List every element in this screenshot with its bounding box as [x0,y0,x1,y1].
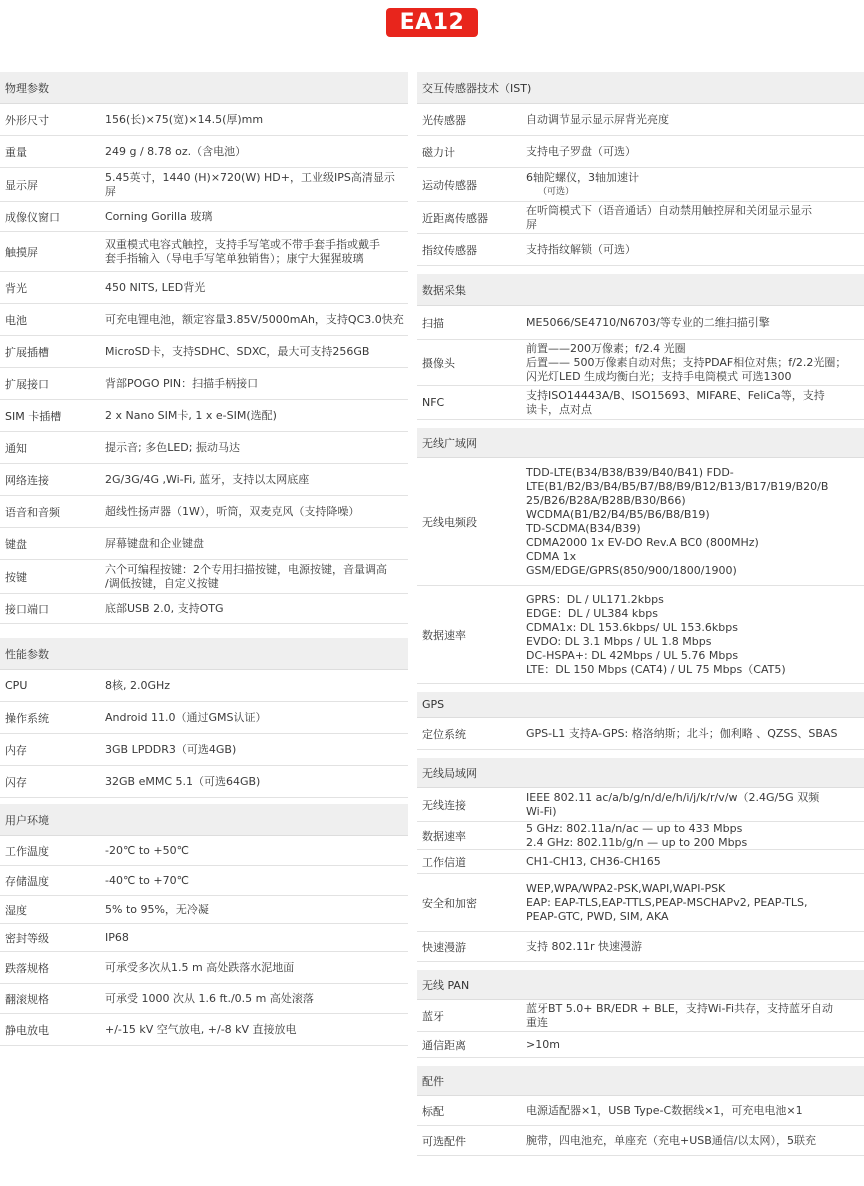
spec-row [417,234,864,266]
spec-value-text: +/-15 kV 空气放电, +/-8 kV 直接放电 [105,1022,297,1036]
spec-value-text: MicroSD卡，支持SDHC、SDXC，最大可支持256GB [105,344,370,358]
spec-value [105,537,408,551]
spec-label: 指纹传感器 [422,243,477,257]
spec-value [105,377,408,391]
spec-value [105,711,408,725]
spec-label: 网络连接 [5,473,49,487]
spec-label: 安全和加密 [422,896,477,910]
spec-value [105,441,408,455]
spec-label: 键盘 [5,537,27,551]
spec-value [526,1134,864,1148]
spec-value-text: >10m [526,1037,560,1051]
spec-value [526,1104,864,1118]
spec-value-text: 前置——200万像素；f/2.4 光圈 后置—— 500万像素自动对焦；支持PDAF相位对焦；f/2.2光圈； 闪光灯LED 生成均衡白光；支持手电筒模式 可选1300 [526,341,847,383]
spec-value-text: 可充电锂电池，额定容量3.85V/5000mAh，支持QC3.0快充 [105,312,404,326]
spec-row [417,202,864,234]
spec-value [526,145,864,159]
spec-label: SIM 卡插槽 [5,409,62,423]
spec-row [417,850,864,874]
spec-value-text: 六个可编程按键：2个专用扫描按键，电源按键，音量调高 /调低按键，自定义按键 [105,562,387,590]
spec-row [417,136,864,168]
spec-row [0,984,408,1014]
spec-label: 无线电频段 [422,515,477,529]
section-gap [417,962,864,970]
spec-value-text: 支持 802.11r 快速漫游 [526,939,643,953]
spec-value-text: 32GB eMMC 5.1（可选64GB) [105,774,261,788]
spec-value [526,727,864,741]
spec-value [526,466,864,578]
spec-row [0,432,408,464]
spec-value-text: 5 GHz: 802.11a/n/ac — up to 433 Mbps 2.4 GHz: 802.11b/g/n — up to 200 Mbps [526,821,748,849]
spec-value-text: 450 NITS, LED背光 [105,280,206,294]
spec-label: 扫描 [422,316,444,330]
spec-value [105,473,408,487]
spec-value-text: 底部USB 2.0, 支持OTG [105,601,224,615]
section-header: 配件 [417,1066,864,1096]
spec-value-text: 156(长)×75(宽)×14.5(厚)mm [105,112,264,126]
spec-value [105,775,408,789]
spec-note: （可选） [538,186,575,197]
spec-label: 近距离传感器 [422,211,488,225]
spec-value-text: IP68 [105,930,129,944]
spec-value [105,602,408,616]
spec-value-text: 背部POGO PIN：扫描手柄接口 [105,376,259,390]
spec-label: 无线连接 [422,798,466,812]
spec-value [526,1038,864,1052]
spec-row [417,340,864,386]
spec-row [0,896,408,924]
section-gap [417,420,864,428]
spec-row [0,400,408,432]
spec-value [105,931,408,945]
spec-row [417,1096,864,1126]
spec-label: 工作温度 [5,844,49,858]
spec-row [0,1014,408,1046]
spec-row [0,232,408,272]
spec-row [0,304,408,336]
spec-value-text: ME5066/SE4710/N6703/等专业的二维扫描引擎 [526,315,770,329]
spec-label: 湿度 [5,903,27,917]
spec-value-text: IEEE 802.11 ac/a/b/g/n/d/e/h/i/j/k/r/v/w（2.4G/5G 双频 Wi-Fi) [526,790,820,818]
spec-label: 摄像头 [422,356,455,370]
spec-label: 通信距离 [422,1038,466,1052]
spec-label: 闪存 [5,775,27,789]
spec-row [0,866,408,896]
section-gap [417,684,864,692]
section-header: 用户环境 [0,804,408,836]
spec-label: 标配 [422,1104,444,1118]
spec-label: 显示屏 [5,178,38,192]
spec-value [526,822,864,850]
spec-value [105,210,408,224]
spec-row [417,822,864,850]
spec-row [0,952,408,984]
spec-label: 触摸屏 [5,245,38,259]
spec-value [105,679,408,693]
spec-row [0,766,408,798]
spec-value-text: 蓝牙BT 5.0+ BR/EDR + BLE，支持Wi-Fi共存，支持蓝牙自动 重连 [526,1001,834,1029]
spec-value-text: CH1-CH13, CH36-CH165 [526,854,661,868]
spec-label: 重量 [5,145,27,159]
spec-row [0,272,408,304]
spec-label: 磁力计 [422,145,455,159]
section-header: GPS [417,692,864,718]
spec-row [417,586,864,684]
spec-value-text: 提示音; 多色LED; 振动马达 [105,440,240,454]
spec-value-text: -20℃ to +50℃ [105,843,189,857]
spec-row [0,836,408,866]
spec-label: 数据速率 [422,628,466,642]
spec-value [105,563,408,591]
spec-value-text: 2 x Nano SIM卡, 1 x e-SIM(选配) [105,408,277,422]
page-title: EA12 [386,8,479,37]
spec-value-text: 8核, 2.0GHz [105,678,171,692]
section-gap [417,750,864,758]
spec-row [417,718,864,750]
spec-label: 跌落规格 [5,961,49,975]
spec-label: 快速漫游 [422,940,466,954]
spec-value [526,171,864,199]
spec-value [526,1002,864,1030]
spec-row [0,594,408,624]
spec-row [0,496,408,528]
spec-value-text: 6轴陀螺仪，3轴加速计 [526,170,639,184]
section-header: 数据采集 [417,274,864,306]
spec-value-text: TDD-LTE(B34/B38/B39/B40/B41) FDD- LTE(B1/B2/B3/B4/B5/B7/B8/B9/B12/B13/B17/B19/B20/B 25/B26/B28A/B28B/B30/B66) WCDMA(B1/B2/B4/B5/B6/B8/B19) TD-SCDMA(B34/B39) CDMA2000 1x EV-DO Rev.A BC0 (800MHz) CDMA 1x GSM/EDGE/GPRS(850/900/1800/1900) [526,465,829,577]
spec-value-text: 电源适配器×1，USB Type-C数据线×1，可充电电池×1 [526,1103,803,1117]
spec-value [526,204,864,232]
spec-row [0,202,408,232]
spec-value-text: Android 11.0（通过GMS认证） [105,710,267,724]
spec-value-text: 腕带，四电池充，单座充（充电+USB通信/以太网），5联充 [526,1133,816,1147]
spec-row [0,560,408,594]
spec-label: CPU [5,679,28,692]
spec-row [417,874,864,932]
spec-row [417,1126,864,1156]
spec-row [417,932,864,962]
left-column [0,72,408,1046]
spec-value [526,316,864,330]
section-header: 无线广域网 [417,428,864,458]
spec-row [417,788,864,822]
spec-row [417,1000,864,1032]
spec-value-text: 在听筒模式下（语音通话）自动禁用触控屏和关闭显示显示 屏 [526,203,812,231]
spec-value-text: GPS-L1 支持A-GPS: 格洛纳斯；北斗；伽利略 、QZSS、SBAS [526,726,838,740]
spec-value [105,1023,408,1037]
spec-value [105,844,408,858]
spec-value-text: 249 g / 8.78 oz.（含电池） [105,144,247,158]
section-header: 性能参数 [0,638,408,670]
spec-value [105,874,408,888]
spec-value-text: 自动调节显示显示屏背光亮度 [526,112,669,126]
spec-label: 外形尺寸 [5,113,49,127]
spec-value [105,345,408,359]
spec-value-text: 可承受多次从1.5 m 高处跌落水泥地面 [105,960,295,974]
spec-row [0,528,408,560]
spec-label: NFC [422,396,445,409]
spec-label: 静电放电 [5,1023,49,1037]
spec-label: 按键 [5,570,27,584]
spec-value-text: 5% to 95%，无冷凝 [105,902,209,916]
spec-label: 存储温度 [5,874,49,888]
spec-value [105,113,408,127]
spec-row [0,336,408,368]
spec-label: 通知 [5,441,27,455]
spec-label: 操作系统 [5,711,49,725]
section-gap [417,1058,864,1066]
spec-row [0,168,408,202]
spec-label: 工作信道 [422,855,466,869]
spec-row [0,368,408,400]
spec-row [0,924,408,952]
spec-value-text: WEP,WPA/WPA2-PSK,WAPI,WAPI-PSK EAP: EAP-TLS,EAP-TTLS,PEAP-MSCHAPv2, PEAP-TLS, PEAP-GTC, PWD, SIM, AKA [526,881,808,923]
spec-value [105,145,408,159]
spec-value [105,313,408,327]
spec-label: 蓝牙 [422,1009,444,1023]
spec-label: 数据速率 [422,829,466,843]
spec-value [526,791,864,819]
section-gap [0,624,408,638]
spec-row [417,386,864,420]
spec-value [526,113,864,127]
section-header: 物理参数 [0,72,408,104]
spec-value-text: -40℃ to +70℃ [105,873,189,887]
spec-row [0,670,408,702]
spec-value-text: 支持电子罗盘（可选） [526,144,636,158]
spec-value-text: Corning Gorilla 玻璃 [105,209,213,223]
spec-value-text: 可承受 1000 次从 1.6 ft./0.5 m 高处滚落 [105,991,314,1005]
spec-value-text: 支持指纹解锁（可选） [526,242,636,256]
spec-label: 电池 [5,313,27,327]
spec-value [105,961,408,975]
spec-label: 接口端口 [5,602,49,616]
section-header: 交互传感器技术（IST) [417,72,864,104]
spec-label: 语音和音频 [5,505,60,519]
spec-label: 密封等级 [5,931,49,945]
spec-value [105,171,408,199]
spec-row [0,702,408,734]
spec-value [105,281,408,295]
spec-value [105,743,408,757]
right-column [417,72,864,1156]
spec-value [105,505,408,519]
section-header: 无线 PAN [417,970,864,1000]
section-gap [417,266,864,274]
title-wrap [0,8,864,37]
spec-value [105,992,408,1006]
spec-value [105,903,408,917]
spec-value [526,389,864,417]
spec-value [526,243,864,257]
spec-label: 扩展插槽 [5,345,49,359]
spec-label: 成像仪窗口 [5,210,60,224]
spec-value [105,409,408,423]
spec-label: 光传感器 [422,113,466,127]
spec-value-text: 3GB LPDDR3（可选4GB) [105,742,237,756]
spec-row [417,458,864,586]
spec-label: 内存 [5,743,27,757]
section-header: 无线局域网 [417,758,864,788]
spec-row [417,1032,864,1058]
spec-value-text: 屏幕键盘和企业键盘 [105,536,204,550]
spec-label: 定位系统 [422,727,466,741]
spec-value-text: 5.45英寸，1440 (H)×720(W) HD+，工业级IPS高清显示 屏 [105,170,395,198]
spec-value [526,855,864,869]
spec-row [417,306,864,340]
spec-label: 扩展接口 [5,377,49,391]
spec-label: 翻滚规格 [5,992,49,1006]
spec-value-text: 双重模式电容式触控，支持手写笔或不带手套手指或戴手 套手指输入（导电手写笔单独销售）；康宁大猩猩玻璃 [105,237,380,265]
spec-row [0,136,408,168]
spec-value [526,593,864,677]
spec-value [105,238,408,266]
spec-row [417,168,864,202]
spec-row [0,464,408,496]
spec-row [417,104,864,136]
spec-label: 可选配件 [422,1134,466,1148]
spec-value [526,940,864,954]
spec-value-text: 2G/3G/4G ,Wi-Fi, 蓝牙，支持以太网底座 [105,472,310,486]
spec-value-text: GPRS：DL / UL171.2kbps EDGE：DL / UL384 kbps CDMA1x: DL 153.6kbps/ UL 153.6kbps EVDO: DL 3.1 Mbps / UL 1.8 Mbps DC-HSPA+: DL 42Mbps / UL 5.76 Mbps LTE：DL 150 Mbps (CAT4) / UL 75 Mbps（CAT5) [526,592,786,676]
spec-value-text: 超线性扬声器（1W），听筒，双麦克风（支持降噪） [105,504,360,518]
spec-row [0,104,408,136]
spec-label: 运动传感器 [422,178,477,192]
spec-row [0,734,408,766]
spec-value [526,342,864,384]
spec-value-text: 支持ISO14443A/B、ISO15693、MIFARE、FeliCa等，支持 读卡，点对点 [526,388,825,416]
spec-label: 背光 [5,281,27,295]
spec-value [526,882,864,924]
